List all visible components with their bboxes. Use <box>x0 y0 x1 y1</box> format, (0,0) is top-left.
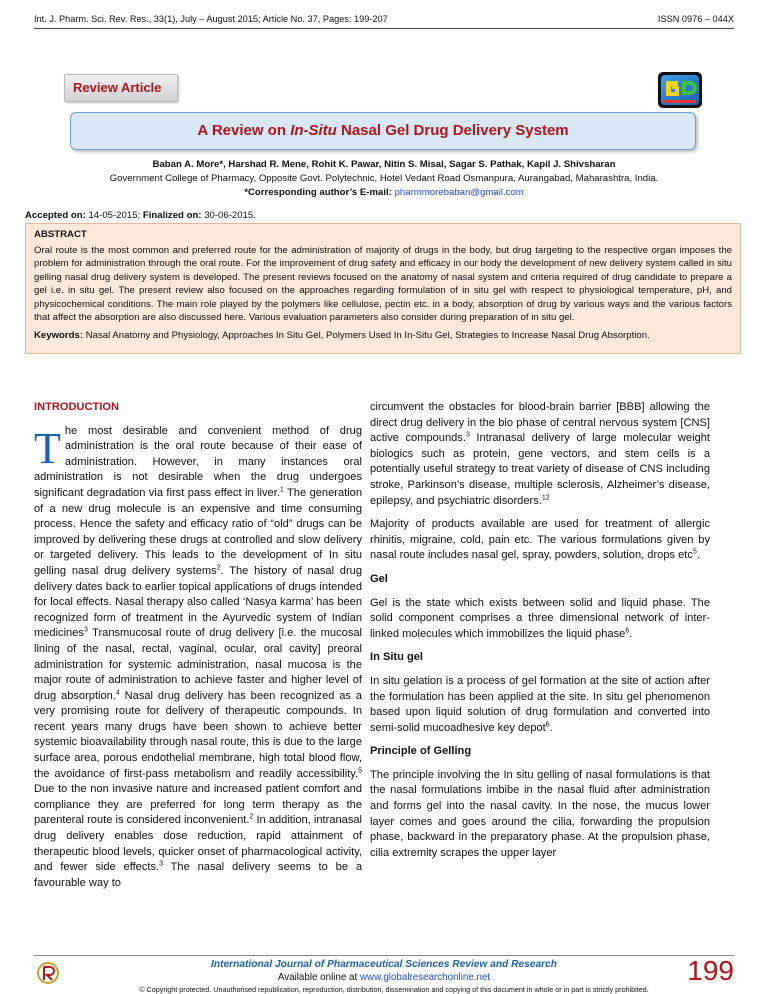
author-block <box>30 158 738 200</box>
corresponding-author: *Corresponding author’s E-mail: pharmmorebaban@gmail.com <box>244 187 524 198</box>
journal-citation: Int. J. Pharm. Sci. Rev. Res., 33(1), July – August 2015; Article No. 37, Pages: 199-207 <box>34 14 388 24</box>
drop-cap: T <box>34 423 61 473</box>
article-type-label: Review Article <box>73 80 162 95</box>
right-column <box>370 400 710 869</box>
footer-rule <box>34 955 734 956</box>
paragraph-products: Majority of products available are used for treatment of allergic rhinitis, migraine, cold, pain etc. The various formulations given by nasal route includes nasal gel, spray, powders, solution, drops etc$^5$. <box>370 518 710 562</box>
footer-url-link[interactable]: www.globalresearchonline.net <box>359 972 491 983</box>
footer-copyright: © Copyright protected. Unauthorised republication, reproduction, distribution, dissemination and copying of this document in whole or in part is strictly prohibited. <box>139 985 649 994</box>
article-type-badge <box>64 74 178 102</box>
title-box <box>70 112 696 150</box>
footer <box>34 955 734 994</box>
subheading-in-situ-gel: In Situ gel <box>370 651 424 664</box>
paragraph-in-situ-gel: In situ gelation is a process of gel formation at the site of action after the formulation has been applied at the site. In situ gel phenomenon based upon liquid solution of drug formulation and converted into semi-solid mucoadhesive key depot$^6$. <box>370 674 710 734</box>
running-header <box>34 10 734 30</box>
abstract-text: Oral route is the most common and preferred route for the administration of majority of drugs in the body, but drug targeting to the respective organ imposes the problem for administration through the oral route. For the improvement of drug safety and efficacy in our body the development of new delivery system called in situ gelling nasal drug delivery system is developed. The present reviews focused on the anatomy of nasal system and criteria required of drug candidate to prepare a gel i.e. in situ gel. The present review also focused on the approaches regarding formulation of in situ gel with respect to physiological temperature, pH, and physicochemical conditions. The main role played by the polymers like cellulose, pectin etc. in a body, absorption of drug by various ways and the various factors that affect the absorption are also discussed here. Various evaluation parameters also consider during preparation of in situ gel. <box>34 245 732 324</box>
footer-journal-name: International Journal of Pharmaceutical Sciences Review and Research <box>211 959 557 970</box>
paragraph-principle: The principle involving the In situ gelling of nasal formulations is that the nasal formulations imbibe in the nasal fluid after administration and forms gel into the nasal cavity. In the nose, the mucus lower layer comes and goes around the cilia, forwarding the propulsion phase, backward in the preparatory phase. At the propulsion phase, cilia extremity scrapes the upper layer <box>370 768 710 859</box>
header-rule <box>34 28 734 29</box>
footer-availability: Available online at www.globalresearchonline.net <box>277 972 491 983</box>
journal-logo-icon <box>656 66 706 112</box>
keywords: Keywords: Nasal Anatomy and Physiology, Approaches In Situ Gel, Polymers Used In In-Situ Gel, Strategies to Increase Nasal Drug Absorption. <box>34 330 650 342</box>
section-heading-introduction: INTRODUCTION <box>34 401 120 413</box>
affiliation: Government College of Pharmacy, Opposite Govt. Polytechnic, Hotel Vedant Road Osmanpura, Aurangabad, Maharashtra, India. <box>109 173 659 184</box>
left-column <box>34 400 362 899</box>
paragraph-gel: Gel is the state which exists between solid and liquid phase. The solid component comprises a three dimensional network of inter-linked molecules which immobilizes the liquid phase$^6$. <box>370 596 710 640</box>
abstract-heading: ABSTRACT <box>34 229 87 240</box>
email-link[interactable]: pharmmorebaban@gmail.com <box>394 187 524 198</box>
abstract-box <box>25 223 741 354</box>
issn: ISSN 0976 – 044X <box>657 14 734 24</box>
dates-line: Accepted on: 14-05-2015; Finalized on: 30-06-2015. <box>25 210 256 221</box>
subheading-gel: Gel <box>370 572 388 585</box>
page-number: 199 <box>687 955 734 986</box>
paper-title: A Review on In-Situ Nasal Gel Drug Delivery System <box>197 122 569 139</box>
subheading-principle-of-gelling: Principle of Gelling <box>370 745 472 758</box>
footer-logo-icon <box>36 961 60 985</box>
intro-paragraph: The most desirable and convenient method of drug administration is the oral route because of their ease of administration. However, in many instances oral administration is not desirable when the drug undergoes significant degradation via first pass effect in liver.$^1$ The generation of a new drug molecule is an expensive and time consuming process. Hence the safety and efficacy ratio of “old” drugs can be improved by delivering these drugs at controlled and slow delivery or targeted delivery. This leads to the development of In situ gelling nasal drug delivery systems$^2$. The history of nasal drug delivery dates back to earlier topical applications of drugs intended for local effects. Nasal therapy also called ‘Nasya karma’ has been recognized form of treatment in the Ayurvedic system of Indian medicines$^3$ Transmucosal route of drug delivery [i.e. the mucosal lining of the nasal, rectal, vaginal, ocular, oral cavity] preoral administration for systemic administration, nasal mucosa is the major route of administration to achieve faster and higher level of drug absorption.$^4$ Nasal drug delivery has been recognized as a very promising route for delivery of therapeutic compounds. In recent years many drugs have been shown to achieve better systemic bioavailability through nasal route, this is due to the large surface area, porous endothelial membrane, high total blood flow, the avoidance of first-pass metabolism and readily accessibility.$^5$ Due to the non invasive nature and increased patient comfort and compliance they are preferred for long term therapy as the parenteral route is considered inconvenient.$^2$ In addition, intranasal drug delivery enables dose reduction, rapid attainment of therapeutic blood levels, quicker onset of pharmacological activity, and fewer side effects.$^3$ The nasal delivery seems to be a favourable way to <box>34 423 363 889</box>
author-list: Baban A. More*, Harshad R. Mene, Rohit K. Pawar, Nitin S. Misal, Sagar S. Pathak, Kapil J. Shivsharan <box>152 159 616 170</box>
paragraph-bbb: circumvent the obstacles for blood-brain barrier [BBB] allowing the direct drug delivery in the bio phase of central nervous system [CNS] active compounds.$^3$ Intranasal delivery of large molecular weight biologics such as protein, gene vectors, and stem cells is a potentially useful strategy to treat variety of disease of CNS including stroke, Parkinson’s disease, multiple sclerosis, Alzheimer’s disease, epilepsy, and psychiatric disorders.$^{12}$ <box>370 401 710 507</box>
